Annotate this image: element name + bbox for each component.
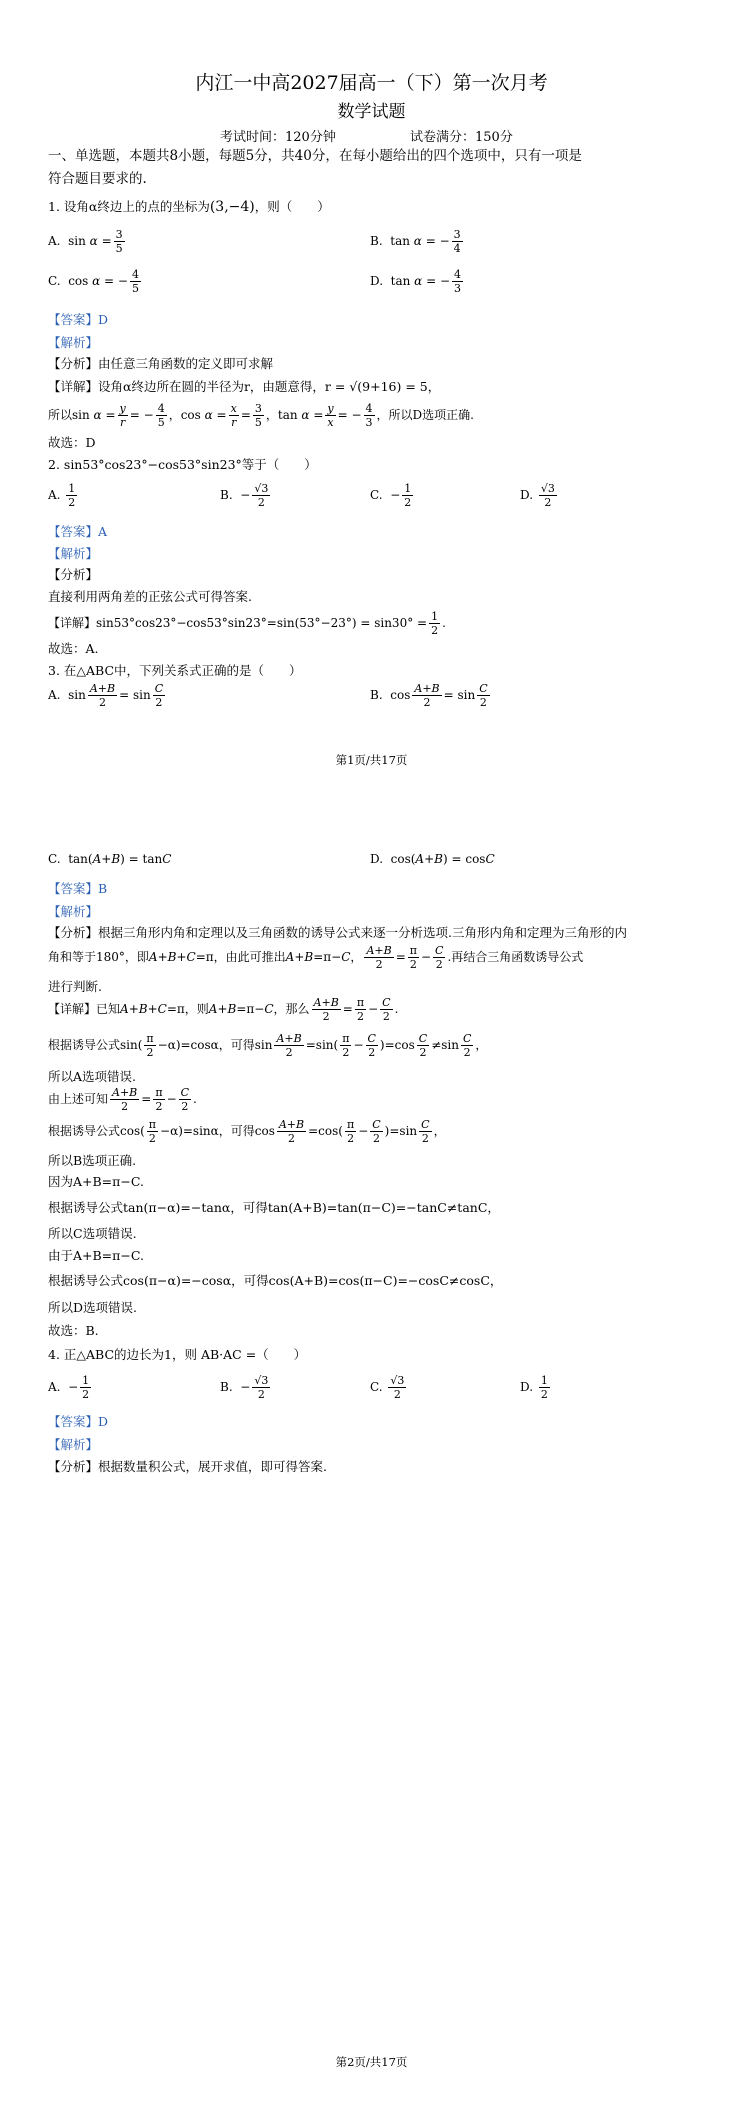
q3-option-b: B. cos $\frac{A+B}{2}$ = sin $\frac{C}{2}$ <box>370 682 488 709</box>
q3-detail-5: 根据诱导公式cos( $\frac{\pi}{2}$ −α)=sinα，可得cos $\frac{A+B}{2}$ =cos( $\frac{\pi}{2}$ − $\frac{C}{2}$ )=sin $\frac{C}{2}$ ， <box>48 1118 446 1145</box>
q2-answer: 【答案】A <box>48 524 108 539</box>
q4-stem: 4. 正△ABC的边长为1，则 AB·AC =（ ） <box>48 1347 307 1362</box>
q3-detail-8: 根据诱导公式tan(π−α)=−tanα，可得tan(A+B)=tan(π−C)=−tanC≠tanC， <box>48 1200 500 1215</box>
q3-option-d: D. cos(A+B) = cosC <box>370 852 495 866</box>
q2-option-c: C. − $\frac{1}{2}$ <box>370 482 412 509</box>
q4-option-d: D. $\frac{1}{2}$ <box>520 1374 548 1401</box>
q2-option-a: A. $\frac{1}{2}$ <box>48 482 76 509</box>
section-heading-line1: 一、单选题，本题共8小题，每题5分，共40分，在每小题给出的四个选项中，只有一项是 <box>48 148 582 164</box>
q3-detail-11: 根据诱导公式cos(π−α)=−cosα，可得cos(A+B)=cos(π−C)=−cosC≠cosC， <box>48 1273 503 1288</box>
exam-time: 考试时间：120分钟 <box>220 130 336 145</box>
q1-option-c: C. cos α = − $\frac{4}{5}$ <box>48 268 139 295</box>
page-footer-1: 第1页/共17页 <box>335 753 408 767</box>
section-heading-line2: 符合题目要求的. <box>48 171 147 187</box>
q1-detail: 【详解】设角α终边所在圆的半径为r，由题意得，r = √(9+16) = 5， <box>48 379 441 394</box>
q3-jiexi-tag: 【解析】 <box>48 904 99 919</box>
q1-answer: 【答案】D <box>48 312 109 327</box>
q1-stem: 1. 设角α终边上的点的坐标为(3,−4)，则（ ） <box>48 199 330 215</box>
q2-option-d: D. $\frac{√3}{2}$ <box>520 482 555 509</box>
q2-jiexi-tag: 【解析】 <box>48 546 99 561</box>
q4-option-b: B. − $\frac{√3}{2}$ <box>220 1374 269 1401</box>
exam-score: 试卷满分：150分 <box>410 130 513 145</box>
exam-subtitle: 数学试题 <box>337 102 406 122</box>
q3-answer: 【答案】B <box>48 881 108 896</box>
q3-detail-2: 根据诱导公式sin( $\frac{\pi}{2}$ −α)=cosα，可得sin $\frac{A+B}{2}$ =sin( $\frac{\pi}{2}$ − $\frac{C}{2}$ )=cos $\frac{C}{2}$ ≠sin $\frac{C}{2}$ ， <box>48 1032 488 1059</box>
q3-analysis-line2: 角和等于180°，即A+B+C=π，由此可推出A+B=π−C， $\frac{A+B}{2}$ = $\frac{\pi}{2}$ − $\frac{C}{2}$ .再结合三角函数诱导公式 <box>48 944 584 971</box>
q1-option-b: B. tan α = − $\frac{3}{4}$ <box>370 228 461 255</box>
q3-detail-6: 所以B选项正确. <box>48 1153 137 1168</box>
q4-analysis: 【分析】根据数量积公式，展开求值，即可得答案. <box>48 1459 327 1474</box>
q2-analysis-tag: 【分析】 <box>48 567 99 582</box>
q3-conclusion: 故选：B. <box>48 1323 99 1338</box>
q3-option-a: A. sin $\frac{A+B}{2}$ = sin $\frac{C}{2}$ <box>48 682 164 709</box>
q1-option-d: D. tan α = − $\frac{4}{3}$ <box>370 268 462 295</box>
q4-jiexi-tag: 【解析】 <box>48 1437 99 1452</box>
q3-detail-9: 所以C选项错误. <box>48 1226 137 1241</box>
q3-detail-7: 因为A+B=π−C. <box>48 1174 144 1189</box>
q1-option-a: A. sin α = $\frac{3}{5}$ <box>48 228 123 255</box>
q4-answer: 【答案】D <box>48 1414 109 1429</box>
q1-calc: 所以sin α = $\frac{y}{r}$ = − $\frac{4}{5}$ ，cos α = $\frac{x}{r}$ = $\frac{3}{5}$ ，tan α = $\frac{y}{x}$ = − $\frac{4}{3}$ ，所以D选项正确. <box>48 402 474 429</box>
q2-conclusion: 故选：A. <box>48 641 99 656</box>
q3-detail-1: 【详解】已知A+B+C=π，则A+B=π−C，那么 $\frac{A+B}{2}$ = $\frac{\pi}{2}$ − $\frac{C}{2}$ . <box>48 996 399 1023</box>
q3-detail-10: 由于A+B=π−C. <box>48 1248 144 1263</box>
page-footer-2: 第2页/共17页 <box>335 2055 408 2069</box>
q1-analysis: 【分析】由任意三角函数的定义即可求解 <box>48 356 274 371</box>
q2-stem: 2. sin53°cos23°−cos53°sin23°等于（ ） <box>48 457 317 472</box>
q3-stem: 3. 在△ABC中，下列关系式正确的是（ ） <box>48 663 302 678</box>
q1-conclusion: 故选：D <box>48 435 96 450</box>
q4-option-a: A. − $\frac{1}{2}$ <box>48 1374 90 1401</box>
page-2 <box>0 852 743 2104</box>
q3-analysis-line3: 进行判断. <box>48 979 102 994</box>
q3-detail-12: 所以D选项错误. <box>48 1300 137 1315</box>
q3-analysis-line1: 【分析】根据三角形内角和定理以及三角函数的诱导公式来逐一分析选项.三角形内角和定理为三角形的内 <box>48 925 627 940</box>
q4-option-c: C. $\frac{√3}{2}$ <box>370 1374 405 1401</box>
q3-detail-3: 所以A选项错误. <box>48 1069 137 1084</box>
q2-analysis: 直接利用两角差的正弦公式可得答案. <box>48 589 252 604</box>
q3-detail-4: 由上述可知 $\frac{A+B}{2}$ = $\frac{\pi}{2}$ − $\frac{C}{2}$ . <box>48 1086 197 1113</box>
q2-detail: 【详解】sin53°cos23°−cos53°sin23°=sin(53°−23°) = sin30° = $\frac{1}{2}$ . <box>48 610 446 637</box>
q3-option-c: C. tan(A+B) = tanC <box>48 852 172 866</box>
q2-option-b: B. − $\frac{√3}{2}$ <box>220 482 269 509</box>
exam-title: 内江一中高2027届高一（下）第一次月考 <box>195 72 548 94</box>
q1-jiexi-tag: 【解析】 <box>48 335 99 350</box>
